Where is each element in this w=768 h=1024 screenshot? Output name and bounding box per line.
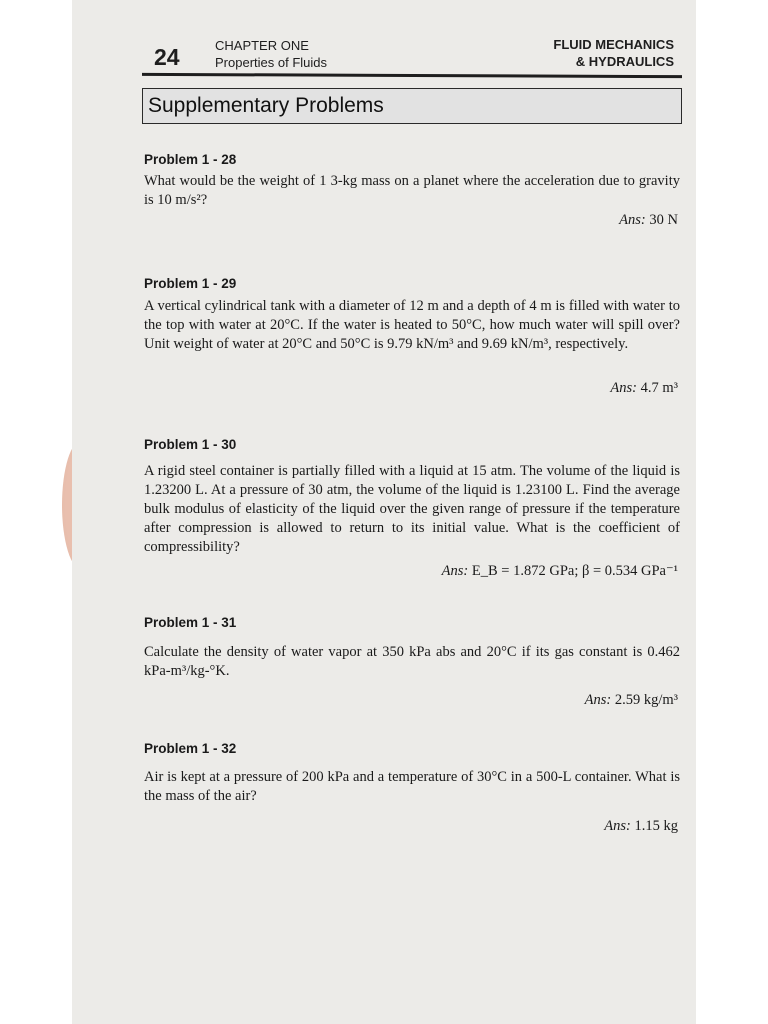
- problem-answer: [610, 380, 678, 397]
- answer-label: Ans:: [584, 692, 612, 708]
- answer-value: 30 N: [649, 212, 678, 228]
- chapter-subtitle: Properties of Fluids: [215, 55, 327, 70]
- answer-value: 2.59 kg/m³: [614, 692, 678, 708]
- problem-body: A vertical cylindrical tank with a diameter of 12 m and a depth of 4 m is filled with water to the top with water at 20°C. If the water is heated to 50°C, how much water will spill over? Unit weight of water at 20°C and 50°C is 9.79 kN/m³ and 9.69 kN/m³, respectively.: [144, 298, 680, 352]
- problem-body: Air is kept at a pressure of 200 kPa and a temperature of 30°C in a 500-L container. What is the mass of the air?: [144, 769, 680, 804]
- problem-answer: [604, 818, 678, 835]
- book-title-line2: & HYDRAULICS: [575, 54, 674, 69]
- problem-body: What would be the weight of 1 3-kg mass on a planet where the acceleration due to gravity is 10 m/s²?: [144, 173, 680, 208]
- answer-value: 1.15 kg: [634, 818, 678, 834]
- problem-answer: [585, 692, 678, 709]
- answer-label: Ans:: [604, 818, 631, 834]
- problem-heading: Problem 1 - 30: [144, 437, 237, 452]
- section-title: Supplementary Problems: [148, 94, 384, 117]
- answer-label: Ans:: [441, 563, 469, 579]
- page-number: 24: [154, 44, 180, 70]
- answer-value: E_B = 1.872 GPa; β = 0.534 GPa⁻¹: [471, 563, 678, 579]
- problem-heading: Problem 1 - 28: [144, 152, 237, 167]
- problem-body: A rigid steel container is partially filled with a liquid at 15 atm. The volume of the liquid is 1.23200 L. At a pressure of 30 atm, the volume of the liquid is 1.23100 L. Find the average bulk modulus of elasticity of the liquid over the given range of pressure if the temperature after compression is allowed to return to its initial value. What is the coefficient of compressibility?: [144, 463, 680, 555]
- answer-value: 4.7 m³: [640, 380, 678, 396]
- problem-answer: [619, 212, 678, 229]
- book-title-line1: FLUID MECHANICS: [553, 37, 674, 52]
- problem-heading: Problem 1 - 29: [144, 276, 237, 291]
- header-rule: [142, 73, 682, 78]
- problem-heading: Problem 1 - 32: [144, 741, 237, 756]
- problem-answer: [442, 563, 678, 580]
- answer-label: Ans:: [610, 380, 637, 396]
- problem-body: Calculate the density of water vapor at 350 kPa abs and 20°C if its gas constant is 0.462 kPa-m³/kg-°K.: [144, 644, 680, 679]
- section-header-box: [142, 88, 682, 124]
- problem-heading: Problem 1 - 31: [144, 615, 237, 630]
- document-page: [72, 0, 696, 1024]
- answer-label: Ans:: [619, 212, 646, 228]
- book-title: [553, 36, 674, 70]
- chapter-label: CHAPTER ONE: [215, 38, 309, 53]
